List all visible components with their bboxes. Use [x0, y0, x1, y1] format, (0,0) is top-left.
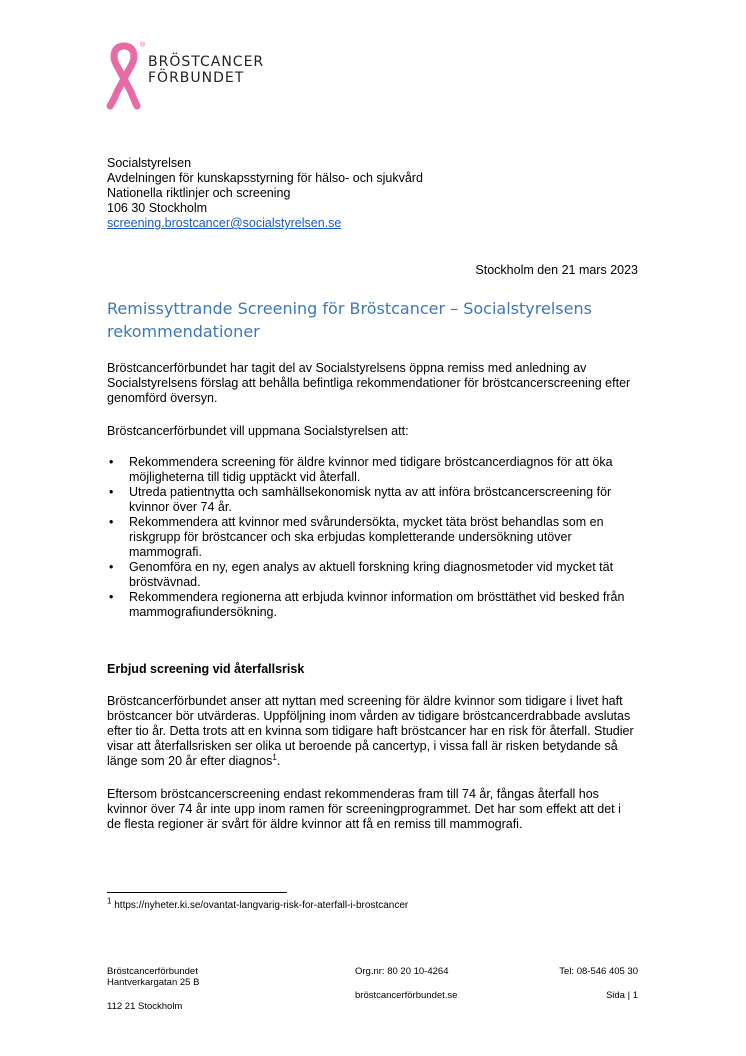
ribbon-icon	[104, 42, 144, 110]
footer-orgnr: Org.nr: 80 20 10-4264	[355, 966, 449, 977]
recipient-line: Socialstyrelsen	[107, 156, 192, 170]
list-item: • Rekommendera screening för äldre kvinnor med tidigare bröstcancerdiagnos för att öka möjligheterna till tidig upptäckt vid återfall.	[107, 455, 642, 485]
footnote	[107, 896, 409, 911]
brand-logo	[104, 42, 264, 110]
recipient-email-link[interactable]: screening.brostcancer@socialstyrelsen.se	[107, 216, 342, 230]
paragraph-text: Bröstcancerförbundet anser att nyttan med screening för äldre kvinnor som tidigare i livet haft bröstcancer bör utvärderas. Uppföljning inom vården av tidigare bröstcancerdrabbade avslutas efter tio år. Detta trots att en kvinna som tidigare haft bröstcancer har en risk för återfall. Studier visar att återfallsrisken ser olika ut beroende på cancertyp, i vissa fall är risken betydande så länge som 20 år efter diagnos	[107, 694, 634, 768]
footnote-divider	[107, 892, 287, 893]
list-item: • Genomföra en ny, egen analys av aktuell forskning kring diagnosmetoder vid mycket tät bröstvävnad.	[107, 560, 642, 590]
footer-org-name: Bröstcancerförbundet	[107, 966, 198, 977]
letter-date: Stockholm den 21 mars 2023	[475, 263, 638, 277]
footer-page-number: Sida | 1	[605, 990, 638, 1001]
footnote-number: 1	[107, 896, 112, 906]
body-paragraph-1	[107, 694, 637, 769]
footnote-link[interactable]: https://nyheter.ki.se/ovantat-langvarig-risk-for-aterfall-i-brostcancer	[114, 900, 409, 911]
intro-paragraph: Bröstcancerförbundet har tagit del av Socialstyrelsens öppna remiss med anledning av Socialstyrelsens förslag att behålla befintliga rekommendationer för bröstcancerscreening efter genomförd översyn.	[107, 361, 631, 405]
call-paragraph: Bröstcancerförbundet vill uppmana Socialstyrelsen att:	[107, 424, 409, 438]
list-item: • Rekommendera regionerna att erbjuda kvinnor information om brösttäthet vid besked från mammografiundersökning.	[107, 590, 642, 620]
footer-website[interactable]: bröstcancerförbundet.se	[355, 990, 458, 1001]
paragraph-end: .	[276, 754, 281, 768]
logo-line-1: BRÖSTCANCER	[148, 54, 265, 70]
registered-mark: ®	[140, 42, 146, 49]
footer-city: 112 21 Stockholm	[107, 1001, 183, 1012]
recipient-line: Nationella riktlinjer och screening	[107, 186, 291, 200]
section-heading: Erbjud screening vid återfallsrisk	[107, 662, 305, 676]
footnote-reference: 1	[272, 752, 277, 762]
recipient-address	[107, 156, 423, 231]
list-item: • Rekommendera att kvinnor med svårundersökta, mycket täta bröst behandlas som en riskgrupp för bröstcancer och ska erbjudas kompletterande undersökning utöver mammografi.	[107, 515, 642, 560]
document-title: Remissyttrande Screening för Bröstcancer – Socialstyrelsens rekommendationer	[107, 299, 592, 341]
logo-line-2: FÖRBUNDET	[148, 70, 245, 86]
body-paragraph-2: Eftersom bröstcancerscreening endast rekommenderas fram till 74 år, fångas återfall hos kvinnor över 74 år inte upp inom ramen för screeningprogrammet. Det har som effekt att det i de flesta regioner är svårt för äldre kvinnor att få en remiss till mammografi.	[107, 787, 621, 831]
logo-wordmark	[148, 54, 264, 86]
recipient-line: Avdelningen för kunskapsstyrning för hälso- och sjukvård	[107, 171, 423, 185]
footer-phone: Tel: 08-546 405 30	[559, 966, 638, 977]
recommendation-list	[107, 455, 642, 620]
recipient-line: 106 30 Stockholm	[107, 201, 208, 215]
list-item: • Utreda patientnytta och samhällsekonomisk nytta av att införa bröstcancerscreening för kvinnor över 74 år.	[107, 485, 642, 515]
footer-street: Hantverkargatan 25 B	[107, 977, 200, 988]
